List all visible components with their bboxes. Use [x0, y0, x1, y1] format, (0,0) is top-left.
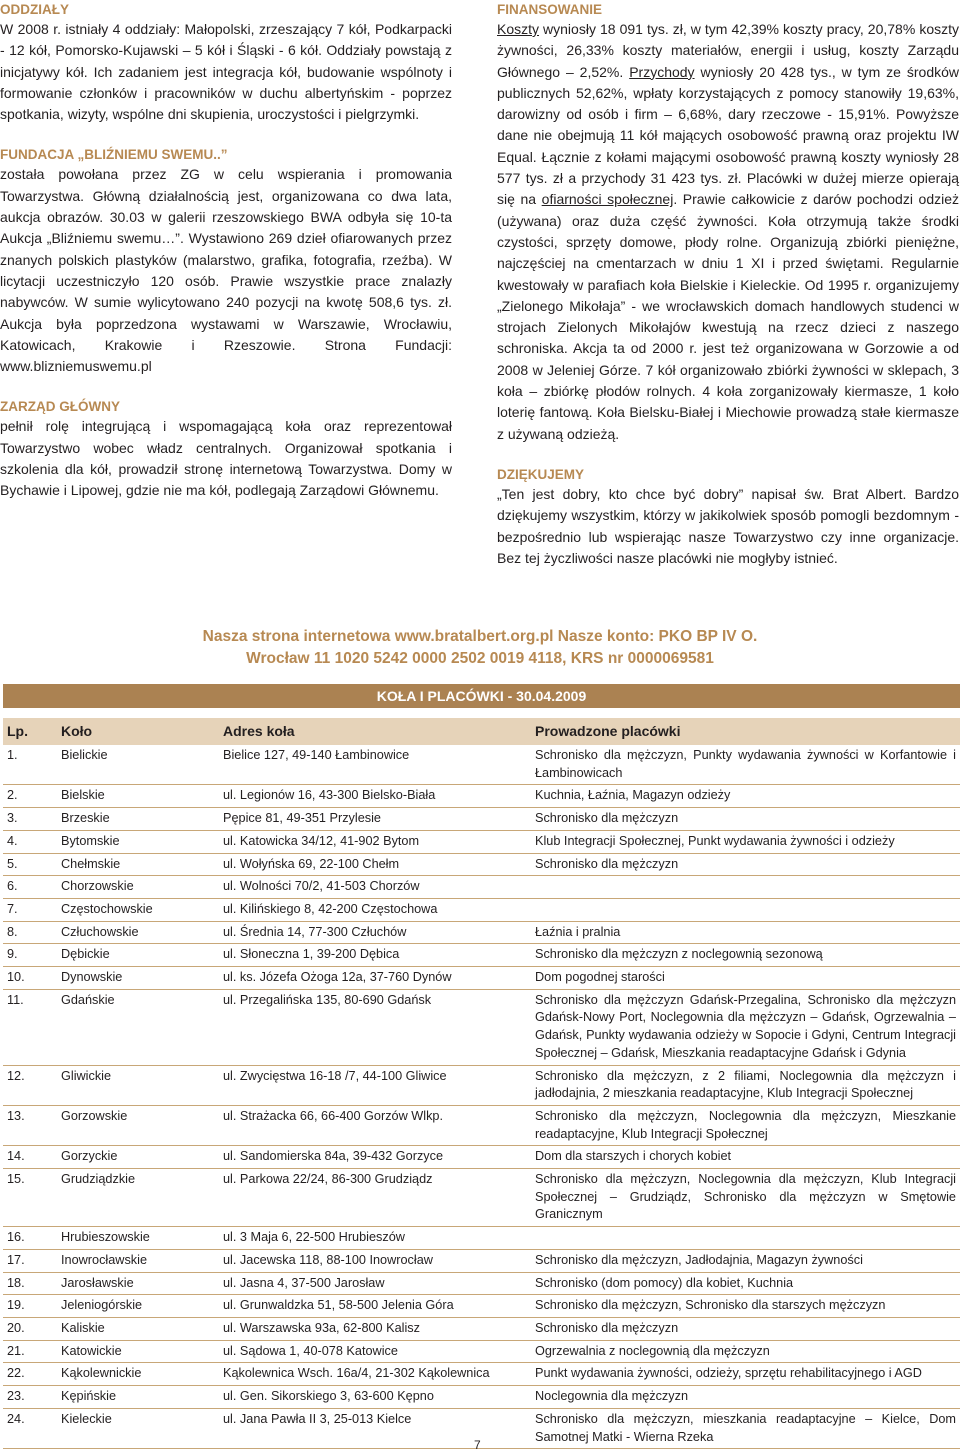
- cell-kolo: Dynowskie: [57, 967, 219, 990]
- cell-lp: 19.: [3, 1295, 57, 1318]
- cell-lp: 22.: [3, 1363, 57, 1386]
- cell-lp: 9.: [3, 944, 57, 967]
- cell-adres: ul. Gen. Sikorskiego 3, 63-600 Kępno: [219, 1386, 531, 1409]
- cell-adres: Kąkolewnica Wsch. 16a/4, 21-302 Kąkolewnica: [219, 1363, 531, 1386]
- cell-kolo: Chełmskie: [57, 853, 219, 876]
- cell-lp: 6.: [3, 876, 57, 899]
- table-body: [3, 745, 960, 1449]
- cell-lp: 1.: [3, 745, 57, 785]
- header-adres: Adres koła: [219, 718, 531, 745]
- table-row: [3, 1105, 960, 1145]
- cell-placowki: Schronisko dla mężczyzn, Noclegownia dla mężczyzn, Mieszkanie readaptacyjne, Klub Integracji Społecznej: [531, 1105, 960, 1145]
- cell-placowki: Dom pogodnej starości: [531, 967, 960, 990]
- table-row: [3, 785, 960, 808]
- cell-lp: 17.: [3, 1249, 57, 1272]
- cell-kolo: Człuchowskie: [57, 921, 219, 944]
- finansowanie-text: [497, 19, 959, 445]
- cell-adres: ul. Sądowa 1, 40-078 Katowice: [219, 1340, 531, 1363]
- table-header-row: [3, 718, 960, 745]
- table-row: [3, 1317, 960, 1340]
- header-lp: Lp.: [3, 718, 57, 745]
- table-row: [3, 989, 960, 1065]
- fundacja-heading: FUNDACJA „BLIŹNIEMU SWEMU..”: [0, 147, 228, 163]
- cell-placowki: Schronisko dla mężczyzn z noclegownią sezonową: [531, 944, 960, 967]
- cell-adres: ul. Strażacka 66, 66-400 Gorzów Wlkp.: [219, 1105, 531, 1145]
- cell-kolo: Kąkolewnickie: [57, 1363, 219, 1386]
- cell-placowki: Ogrzewalnia z noclegownią dla mężczyzn: [531, 1340, 960, 1363]
- zarzad-text: pełnił rolę integrującą i wspomagającą koła oraz reprezentował Towarzystwo wobec władz centralnych. Organizował spotkania i szkolenia dla kół, prowadził stronę internetową Towarzystwa. Domy w Bychawie i Lipowej, gdzie nie ma kół, podlegają Zarządowi Głównemu.: [0, 418, 452, 499]
- cell-adres: ul. Kilińskiego 8, 42-200 Częstochowa: [219, 898, 531, 921]
- cell-kolo: Kieleckie: [57, 1408, 219, 1448]
- table-row: [3, 745, 960, 785]
- cell-placowki: Schronisko dla mężczyzn: [531, 1317, 960, 1340]
- cell-adres: ul. Przegalińska 135, 80-690 Gdańsk: [219, 989, 531, 1065]
- table-row: [3, 1227, 960, 1250]
- table-row: [3, 1340, 960, 1363]
- cell-placowki: Dom dla starszych i chorych kobiet: [531, 1146, 960, 1169]
- cell-kolo: Gorzyckie: [57, 1146, 219, 1169]
- dziekujemy-text: „Ten jest dobry, kto chce być dobry” napisał św. Brat Albert. Bardzo dziękujemy wszystkim, którzy w jakikolwiek sposób pomogli bezdomnym - bezpośrednio lub wspierając nasze Towarzystwo czy inne organizacje. Bez tej życzliwości nasze placówki nie mogłyby istnieć.: [497, 485, 959, 566]
- cell-placowki: Schronisko dla mężczyzn, z 2 filiami, Noclegownia dla mężczyzn i jadłodajnia, 2 mieszkania readaptacyjne, Klub Integracji Społecznej: [531, 1065, 960, 1105]
- cell-adres: ul. Parkowa 22/24, 86-300 Grudziądz: [219, 1169, 531, 1227]
- cell-kolo: Grudziądzkie: [57, 1169, 219, 1227]
- cell-placowki: Schronisko dla mężczyzn: [531, 853, 960, 876]
- table-row: [3, 1065, 960, 1105]
- cell-adres: ul. Jana Pawła II 3, 25-013 Kielce: [219, 1408, 531, 1448]
- oddzialy-text: W 2008 r. istniały 4 oddziały: Małopolski, zrzeszający 7 kół, Podkarpacki - 12 kół, Pomorsko-Kujawski – 5 kół i Śląski - 6 kół. Oddziały powstają z inicjatywy kół. Ich zadaniem jest integracja kół, budowanie wspólnoty i formowanie członków i pracowników w duchu albertyńskim - poprzez spotkania, wizyty, wspólne dni skupienia, uroczystości i pielgrzymki.: [0, 21, 452, 123]
- cell-kolo: Dębickie: [57, 944, 219, 967]
- table-row: [3, 1169, 960, 1227]
- cell-placowki: Schronisko dla mężczyzn Gdańsk-Przegalina, Schronisko dla mężczyzn Gdańsk-Nowy Port, Noclegownia dla mężczyzn – Gdańsk, Ogrzewalnia – Gdańsk, Punkty wydawania odzieży w Sopocie i Gdyni, Centrum Integracji Społecznej – Gdańsk, Mieszkania readaptacyjne Gdańsk i Gdynia: [531, 989, 960, 1065]
- table-row: [3, 808, 960, 831]
- table-row: [3, 1146, 960, 1169]
- cell-adres: Pępice 81, 49-351 Przylesie: [219, 808, 531, 831]
- cell-lp: 20.: [3, 1317, 57, 1340]
- cell-lp: 10.: [3, 967, 57, 990]
- left-column: [0, 0, 452, 502]
- cell-adres: ul. Warszawska 93a, 62-800 Kalisz: [219, 1317, 531, 1340]
- dziekujemy-heading: DZIĘKUJEMY: [497, 466, 585, 482]
- cell-placowki: Schronisko dla mężczyzn, Schronisko dla starszych mężczyzn: [531, 1295, 960, 1318]
- units-table: [3, 718, 960, 1449]
- table-row: [3, 1386, 960, 1409]
- cell-kolo: Gliwickie: [57, 1065, 219, 1105]
- header-placowki: Prowadzone placówki: [531, 718, 960, 745]
- cell-kolo: Jeleniogórskie: [57, 1295, 219, 1318]
- cell-placowki: Schronisko dla mężczyzn: [531, 808, 960, 831]
- cell-adres: ul. Jasna 4, 37-500 Jarosław: [219, 1272, 531, 1295]
- cell-kolo: Chorzowskie: [57, 876, 219, 899]
- cell-lp: 11.: [3, 989, 57, 1065]
- contact-info: [0, 626, 960, 670]
- cell-adres: ul. 3 Maja 6, 22-500 Hrubieszów: [219, 1227, 531, 1250]
- cell-lp: 16.: [3, 1227, 57, 1250]
- cell-lp: 4.: [3, 830, 57, 853]
- cell-lp: 23.: [3, 1386, 57, 1409]
- cell-placowki: Kuchnia, Łaźnia, Magazyn odzieży: [531, 785, 960, 808]
- cell-kolo: Gorzowskie: [57, 1105, 219, 1145]
- table-row: [3, 1408, 960, 1448]
- cell-kolo: Jarosławskie: [57, 1272, 219, 1295]
- cell-lp: 3.: [3, 808, 57, 831]
- cell-placowki: Schronisko (dom pomocy) dla kobiet, Kuchnia: [531, 1272, 960, 1295]
- cell-adres: ul. Katowicka 34/12, 41-902 Bytom: [219, 830, 531, 853]
- header-kolo: Koło: [57, 718, 219, 745]
- cell-adres: ul. Słoneczna 1, 39-200 Dębica: [219, 944, 531, 967]
- cell-placowki: [531, 1227, 960, 1250]
- cell-kolo: Inowrocławskie: [57, 1249, 219, 1272]
- cell-adres: ul. Legionów 16, 43-300 Bielsko-Biała: [219, 785, 531, 808]
- cell-adres: ul. ks. Józefa Ożoga 12a, 37-760 Dynów: [219, 967, 531, 990]
- cell-adres: ul. Sandomierska 84a, 39-432 Gorzyce: [219, 1146, 531, 1169]
- table-row: [3, 1363, 960, 1386]
- cell-placowki: Schronisko dla mężczyzn, Punkty wydawania żywności w Korfantowie i Łambinowicach: [531, 745, 960, 785]
- cell-lp: 18.: [3, 1272, 57, 1295]
- table-row: [3, 1295, 960, 1318]
- cell-lp: 12.: [3, 1065, 57, 1105]
- zarzad-heading: ZARZĄD GŁÓWNY: [0, 399, 120, 415]
- table-row: [3, 1249, 960, 1272]
- cell-adres: Bielice 127, 49-140 Łambinowice: [219, 745, 531, 785]
- cell-lp: 13.: [3, 1105, 57, 1145]
- cell-lp: 8.: [3, 921, 57, 944]
- cell-kolo: Kępińskie: [57, 1386, 219, 1409]
- cell-adres: ul. Grunwaldzka 51, 58-500 Jelenia Góra: [219, 1295, 531, 1318]
- table-row: [3, 1272, 960, 1295]
- cell-kolo: Kaliskie: [57, 1317, 219, 1340]
- cell-kolo: Częstochowskie: [57, 898, 219, 921]
- finansowanie-text-part-1: wyniosły 18 091 tys. zł, w tym 42,39% koszty pracy, 20,78% koszty żywności, 26,33% koszty materiałów, energii i usług, koszty Zarządu Głównego – 2,52%.: [497, 21, 959, 80]
- fundacja-text: została powołana przez ZG w celu wspierania i promowania Towarzystwa. Główną działalnością jest, organizowana co dwa lata, aukcja obrazów. 30.03 w galerii rzeszowskiego BWA odbyła się 10-ta Aukcja „Bliźniemu swemu…”. Wystawiono 269 dzieł ofiarowanych przez znanych polskich plastyków (malarstwo, grafika, fotografia, rzeźba). W licytacji uczestniczyło 120 osób. Prawie wszystkie prace znalazły nabywców. W sumie wylicytowano 240 pozycji na kwotę 508,6 tys. zł. Aukcja była poprzedzona wystawami w Warszawie, Wrocławiu, Katowicach, Krakowie i Rzeszowie. Strona Fundacji: www.blizniemuswemu.pl: [0, 166, 452, 375]
- cell-lp: 2.: [3, 785, 57, 808]
- cell-kolo: Bielickie: [57, 745, 219, 785]
- table-row: [3, 944, 960, 967]
- cell-kolo: Katowickie: [57, 1340, 219, 1363]
- cell-lp: 21.: [3, 1340, 57, 1363]
- cell-placowki: Schronisko dla mężczyzn, Jadłodajnia, Magazyn żywności: [531, 1249, 960, 1272]
- cell-lp: 7.: [3, 898, 57, 921]
- finansowanie-text-part-3: . Prawie całkowicie z darów pochodzi odzież (używana) oraz duża część żywności. Koła otrzymują także środki czystości, sprzęty domowe, płody rolne. Organizują zbiórki pieniężne, najczęściej na cmentarzach w dniu 1 XI i przed świętami. Regularnie kwestowały w parafiach koła Bielskie i Kieleckie. Od 1995 r. organizujemy „Zielonego Mikołaja” - we wrocławskich domach handlowych studenci w strojach Zielonych Mikołajów kwestują na rzecz dzieci z naszego schroniska. Akcja ta od 2000 r. jest też organizowana w Gorzowie a od 2008 w Jeleniej Górze. 7 kół organizowało zbiórki żywności w sklepach, 3 koła – zbiórkę płodów rolnych. 4 koła zorganizowały kiermasze, 1 koło loterię fantową. Koła Bielsku-Białej i Miechowie prowadzą stałe kiermasze z używaną odzieżą.: [497, 191, 959, 442]
- cell-lp: 24.: [3, 1408, 57, 1448]
- cell-adres: ul. Wołyńska 69, 22-100 Chełm: [219, 853, 531, 876]
- finansowanie-text-part-2: wyniosły 20 428 tys., w tym ze środków publicznych 52,62%, wpłaty korzystających z pomocy stanowiły 19,63%, darowizny od osób i firm – 6,68%, dary rzeczowe - 15,91%. Powyższe dane nie obejmują 11 kół mających osobowość prawną oraz projektu IW Equal. Łącznie z kołami mającymi osobowość prawną koszty wyniosły 28 577 tys. zł a przychody 31 423 tys. zł. Placówki w dużej mierze opierają się na: [497, 63, 959, 208]
- table-row: [3, 898, 960, 921]
- cell-kolo: Bytomskie: [57, 830, 219, 853]
- oddzialy-heading: ODDZIAŁY: [0, 2, 69, 17]
- cell-kolo: Brzeskie: [57, 808, 219, 831]
- cell-placowki: Schronisko dla mężczyzn, mieszkania readaptacyjne – Kielce, Dom Samotnej Matki - Wierna Rzeka: [531, 1408, 960, 1448]
- cell-lp: 5.: [3, 853, 57, 876]
- cell-adres: ul. Jacewska 118, 88-100 Inowrocław: [219, 1249, 531, 1272]
- finansowanie-heading: FINANSOWANIE: [497, 2, 603, 17]
- cell-lp: 14.: [3, 1146, 57, 1169]
- table-row: [3, 853, 960, 876]
- cell-lp: 15.: [3, 1169, 57, 1227]
- przychody-term: Przychody: [629, 63, 695, 80]
- cell-adres: ul. Wolności 70/2, 41-503 Chorzów: [219, 876, 531, 899]
- website-and-account-line: Nasza strona internetowa www.bratalbert.org.pl Nasze konto: PKO BP IV O.: [202, 628, 758, 645]
- cell-adres: ul. Zwycięstwa 16-18 /7, 44-100 Gliwice: [219, 1065, 531, 1105]
- cell-placowki: Klub Integracji Społecznej, Punkt wydawania żywności i odzieży: [531, 830, 960, 853]
- koszty-term: Koszty: [497, 21, 540, 37]
- cell-placowki: Noclegownia dla mężczyzn: [531, 1386, 960, 1409]
- cell-placowki: Punkt wydawania żywności, odzieży, sprzętu rehabilitacyjnego i AGD: [531, 1363, 960, 1386]
- cell-kolo: Gdańskie: [57, 989, 219, 1065]
- cell-placowki: [531, 898, 960, 921]
- cell-kolo: Bielskie: [57, 785, 219, 808]
- table-banner: KOŁA I PLACÓWKI - 30.04.2009: [3, 684, 960, 708]
- table-row: [3, 921, 960, 944]
- table-row: [3, 876, 960, 899]
- cell-adres: ul. Średnia 14, 77-300 Człuchów: [219, 921, 531, 944]
- cell-kolo: Hrubieszowskie: [57, 1227, 219, 1250]
- page-number: 7: [474, 1438, 481, 1452]
- ofiarnosci-term: ofiarności społecznej: [541, 191, 674, 208]
- table-row: [3, 967, 960, 990]
- bank-account-line: Wrocław 11 1020 5242 0000 2502 0019 4118, KRS nr 0000069581: [246, 650, 714, 667]
- cell-placowki: [531, 876, 960, 899]
- cell-placowki: Schronisko dla mężczyzn, Noclegownia dla mężczyzn, Klub Integracji Społecznej – Grudziądz, Schronisko dla mężczyzn w Smętowie Granicznym: [531, 1169, 960, 1227]
- cell-placowki: Łaźnia i pralnia: [531, 921, 960, 944]
- right-column: [497, 0, 959, 569]
- table-row: [3, 830, 960, 853]
